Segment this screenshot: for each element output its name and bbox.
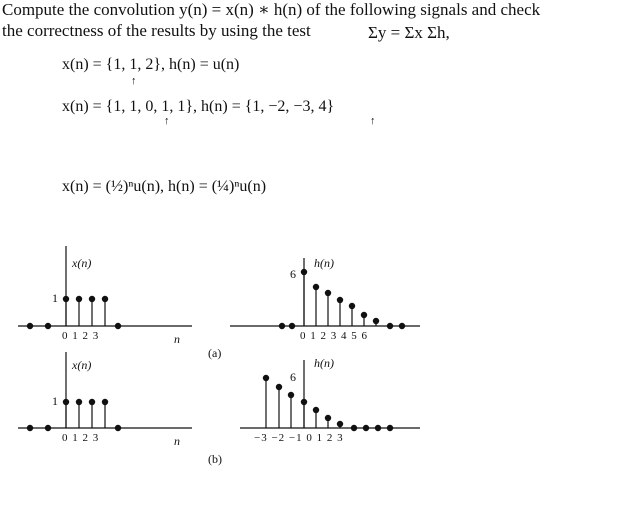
plot-b-h-stem-3 xyxy=(337,421,342,426)
equation-1: x(n) = {1, 1, 2}, h(n) = u(n) xyxy=(62,56,240,73)
plot-a-h-stem-3 xyxy=(337,297,342,302)
plot-b-x-label: x(n) xyxy=(72,358,92,372)
plot-b-h-ticks: −3 −2 −1 0 1 2 3 xyxy=(254,432,344,444)
caption-b: (b) xyxy=(208,452,222,466)
plot-a-x xyxy=(18,246,192,329)
plot-a-x-ticks: 0 1 2 3 xyxy=(62,330,100,342)
plot-b-x-ticks: 0 1 2 3 xyxy=(62,432,100,444)
plot-b-h-stem-2 xyxy=(325,415,330,420)
plot-a-x-amplitude: 1 xyxy=(52,291,58,305)
plot-a-h-stem-6 xyxy=(373,318,378,323)
plot-a-x-label: x(n) xyxy=(72,256,92,270)
plot-a-x-point-neg1 xyxy=(45,323,50,328)
plot-a-h-amplitude: 6 xyxy=(290,267,296,281)
problem-line-2: the correctness of the results by using the test xyxy=(2,21,311,40)
plot-a-x-stem-2 xyxy=(89,296,94,301)
plot-b-x-stem-2 xyxy=(89,399,94,404)
equation-3: x(n) = (½)ⁿu(n), h(n) = (¼)ⁿu(n) xyxy=(62,178,267,195)
plot-a-h-stem-0 xyxy=(301,269,306,274)
plot-b-h-label: h(n) xyxy=(314,356,334,370)
plot-a-h-ticks: 0 1 2 3 4 5 6 xyxy=(300,330,368,342)
plot-a-h-label: h(n) xyxy=(314,256,334,270)
plot-b-x-stem-3 xyxy=(102,399,107,404)
plot-a-x-stem-3 xyxy=(102,296,107,301)
plot-a-x-axis-label: n xyxy=(174,332,180,346)
plot-a-h-stem-4 xyxy=(349,303,354,308)
equation-1-arrow: ↑ xyxy=(131,75,137,87)
problem-line-1: Compute the convolution y(n) = x(n) ∗ h(n) of the following signals and check xyxy=(2,0,541,19)
plot-a-x-stem-0 xyxy=(63,296,68,301)
plot-a-x-point-4 xyxy=(115,323,120,328)
equation-2-arrow-h: ↑ xyxy=(370,115,376,127)
plot-b-h-stem-neg2 xyxy=(276,384,281,389)
plot-a-x-stem-1 xyxy=(76,296,81,301)
test-formula: Σy = Σx Σh, xyxy=(368,23,450,42)
caption-a: (a) xyxy=(208,346,222,360)
plot-a-h-stem-1 xyxy=(313,284,318,289)
plot-b-h-stem-neg1 xyxy=(288,392,293,397)
equation-2-arrow-x: ↑ xyxy=(164,115,170,127)
plot-b-h-stem-neg3 xyxy=(263,375,268,380)
plot-b-h-stem-0 xyxy=(301,399,306,404)
plot-b-x-stem-1 xyxy=(76,399,81,404)
plot-a-h-stem-2 xyxy=(325,290,330,295)
plot-b-x-amplitude: 1 xyxy=(52,394,58,408)
plot-a-h-stem-5 xyxy=(361,312,366,317)
equation-2: x(n) = {1, 1, 0, 1, 1}, h(n) = {1, −2, −3, 4} xyxy=(62,98,335,115)
plot-b-h-amplitude: 6 xyxy=(290,370,296,384)
plot-a-x-point-neg2 xyxy=(27,323,32,328)
plot-b-x xyxy=(18,352,192,431)
plot-b-x-axis-label: n xyxy=(174,434,180,448)
plot-b-x-stem-0 xyxy=(63,399,68,404)
plot-b-h-stem-1 xyxy=(313,407,318,412)
